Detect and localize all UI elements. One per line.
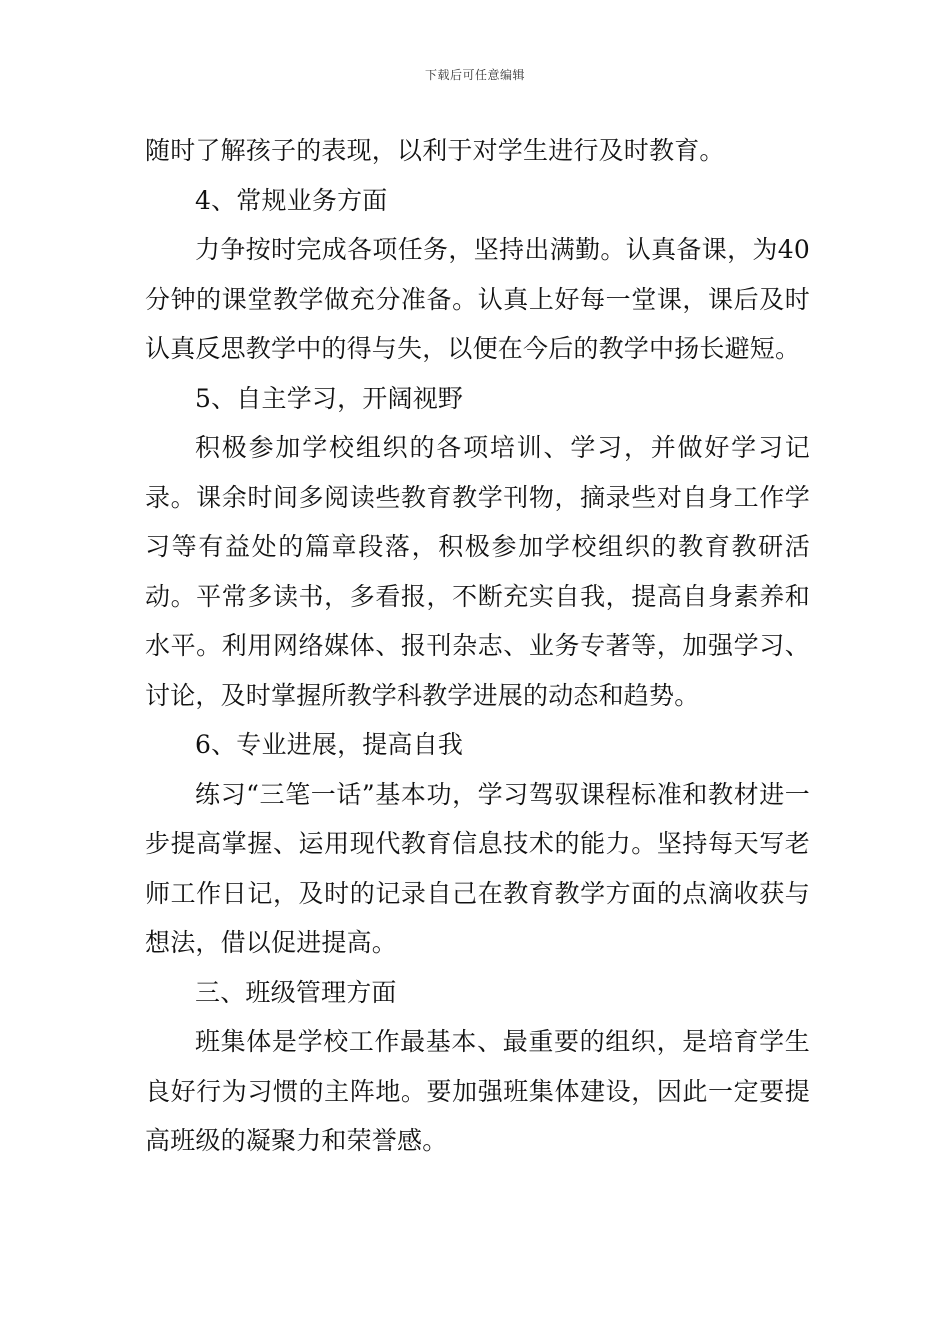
paragraph-class-management: 班集体是学校工作最基本、最重要的组织，是培育学生良好行为习惯的主阵地。要加强班集体建设，因此一定要提高班级的凝聚力和荣誉感。 bbox=[145, 1027, 810, 1155]
document-body bbox=[145, 126, 810, 1166]
paragraph-self-study: 积极参加学校组织的各项培训、学习，并做好学习记录。课余时间多阅读些教育教学刊物，摘录些对自身工作学习等有益处的篇章段落，积极参加学校组织的教育教研活动。平常多读书，多看报，不断充实自我，提高自身素养和水平。利用网络媒体、报刊杂志、业务专著等，加强学习、讨论，及时掌握所教学科教学进展的动态和趋势。 bbox=[145, 433, 810, 710]
section-heading-routine-work: 4、常规业务方面 bbox=[195, 185, 388, 215]
header-note: 下载后可任意编辑 bbox=[424, 68, 525, 82]
section-heading-self-study: 5、自主学习，开阔视野 bbox=[195, 383, 464, 413]
paragraph-continuation: 随时了解孩子的表现，以利于对学生进行及时教育。 bbox=[145, 136, 725, 165]
section-heading-professional-growth: 6、专业进展，提高自我 bbox=[195, 730, 464, 759]
paragraph-routine-work: 力争按时完成各项任务，坚持出满勤。认真备课，为40分钟的课堂教学做充分准备。认真上好每一堂课，课后及时认真反思教学中的得与失，以便在今后的教学中扬长避短。 bbox=[145, 235, 810, 363]
paragraph-professional-growth: 练习“三笔一话”基本功，学习驾驭课程标准和教材进一步提高掌握、运用现代教育信息技术的能力。坚持每天写老师工作日记，及时的记录自己在教育教学方面的点滴收获与想法，借以促进提高。 bbox=[145, 779, 810, 957]
section-heading-class-management: 三、班级管理方面 bbox=[195, 977, 397, 1007]
